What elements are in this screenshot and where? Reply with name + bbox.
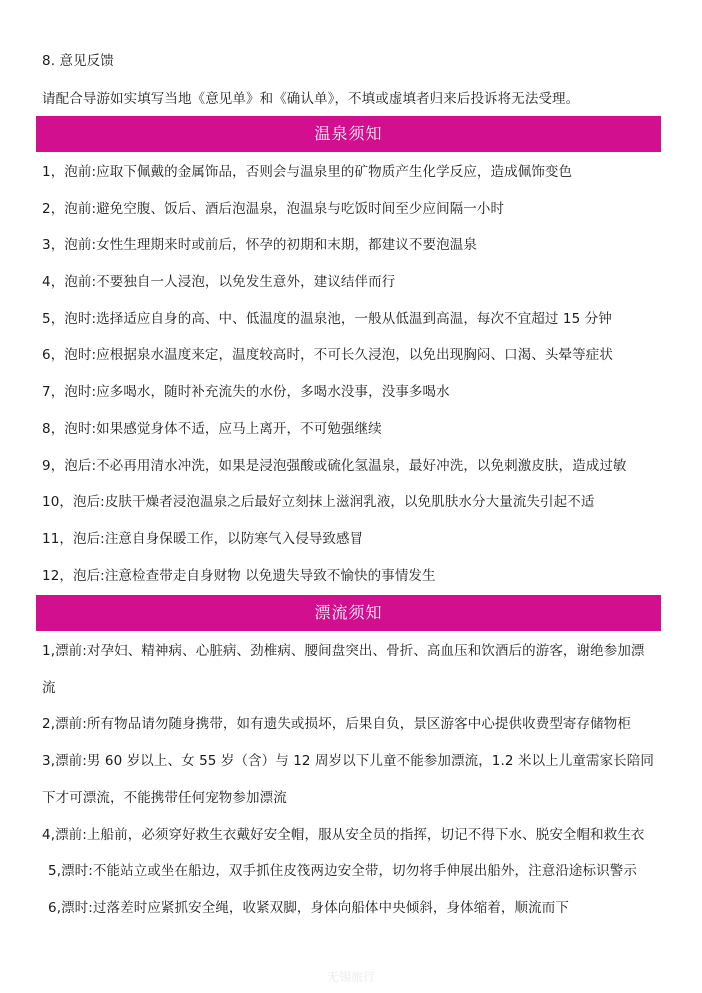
hot-spring-item: 4，泡前:不要独自一人浸泡，以免发生意外，建议结伴而行 bbox=[42, 274, 396, 290]
feedback-text: 请配合导游如实填写当地《意见单》和《确认单》，不填或虚填者归来后投诉将无法受理。 bbox=[42, 91, 580, 107]
hot-spring-item: 12，泡后:注意检查带走自身财物 以免遗失导致不愉快的事情发生 bbox=[42, 568, 436, 584]
rafting-item-continued: 下才可漂流，不能携带任何宠物参加漂流 bbox=[42, 790, 287, 806]
hot-spring-item: 1，泡前:应取下佩戴的金属饰品，否则会与温泉里的矿物质产生化学反应，造成佩饰变色 bbox=[42, 164, 573, 180]
watermark: 无锡旅行 bbox=[326, 970, 375, 984]
hot-spring-item: 5，泡时:选择适应自身的高、中、低温度的温泉池，一般从低温到高温，每次不宜超过 15 分钟 bbox=[42, 311, 612, 327]
hot-spring-item: 6，泡时:应根据泉水温度来定，温度较高时，不可长久浸泡，以免出现胸闷、口渴、头晕等症状 bbox=[42, 347, 613, 363]
hot-spring-item: 8，泡时:如果感觉身体不适，应马上离开，不可勉强继续 bbox=[42, 421, 382, 437]
rafting-item: 1,漂前:对孕妇、精神病、心脏病、劲椎病、腰间盘突出、骨折、高血压和饮酒后的游客，谢绝参加漂 bbox=[42, 643, 645, 659]
hot-spring-item: 10，泡后:皮肤干燥者浸泡温泉之后最好立刻抹上滋润乳液，以免肌肤水分大量流失引起不适 bbox=[42, 494, 595, 510]
feedback-heading: 8. 意见反馈 bbox=[42, 53, 114, 69]
hot-spring-banner: 温泉须知 bbox=[36, 116, 661, 152]
rafting-item: 5,漂时:不能站立或坐在船边，双手抓住皮筏两边安全带，切勿将手伸展出船外，注意沿途标识警示 bbox=[48, 863, 637, 879]
rafting-item: 6,漂时:过落差时应紧抓安全绳，收紧双脚，身体向船体中央倾斜，身体缩着，顺流而下 bbox=[48, 900, 569, 916]
hot-spring-item: 7，泡时:应多喝水，随时补充流失的水份，多喝水没事，没事多喝水 bbox=[42, 384, 450, 400]
rafting-banner: 漂流须知 bbox=[36, 595, 661, 631]
hot-spring-item: 2，泡前:避免空腹、饭后、酒后泡温泉，泡温泉与吃饭时间至少应间隔一小时 bbox=[42, 201, 505, 217]
rafting-item-continued: 流 bbox=[42, 680, 56, 696]
hot-spring-item: 11，泡后:注意自身保暖工作，以防寒气入侵导致感冒 bbox=[42, 531, 364, 547]
rafting-item: 3,漂前:男 60 岁以上、女 55 岁（含）与 12 周岁以下儿童不能参加漂流，1.2 米以上儿童需家长陪同 bbox=[42, 753, 654, 769]
hot-spring-item: 9，泡后:不必再用清水冲洗，如果是浸泡强酸或硫化氢温泉，最好冲洗，以免刺激皮肤，造成过敏 bbox=[42, 458, 627, 474]
hot-spring-item: 3，泡前:女性生理期来时或前后，怀孕的初期和末期，都建议不要泡温泉 bbox=[42, 237, 477, 253]
rafting-item: 2,漂前:所有物品请勿随身携带，如有遗失或损坏，后果自负，景区游客中心提供收费型寄存储物柜 bbox=[42, 716, 631, 732]
rafting-item: 4,漂前:上船前，必须穿好救生衣戴好安全帽，服从安全员的指挥，切记不得下水、脱安全帽和救生衣 bbox=[42, 827, 645, 843]
